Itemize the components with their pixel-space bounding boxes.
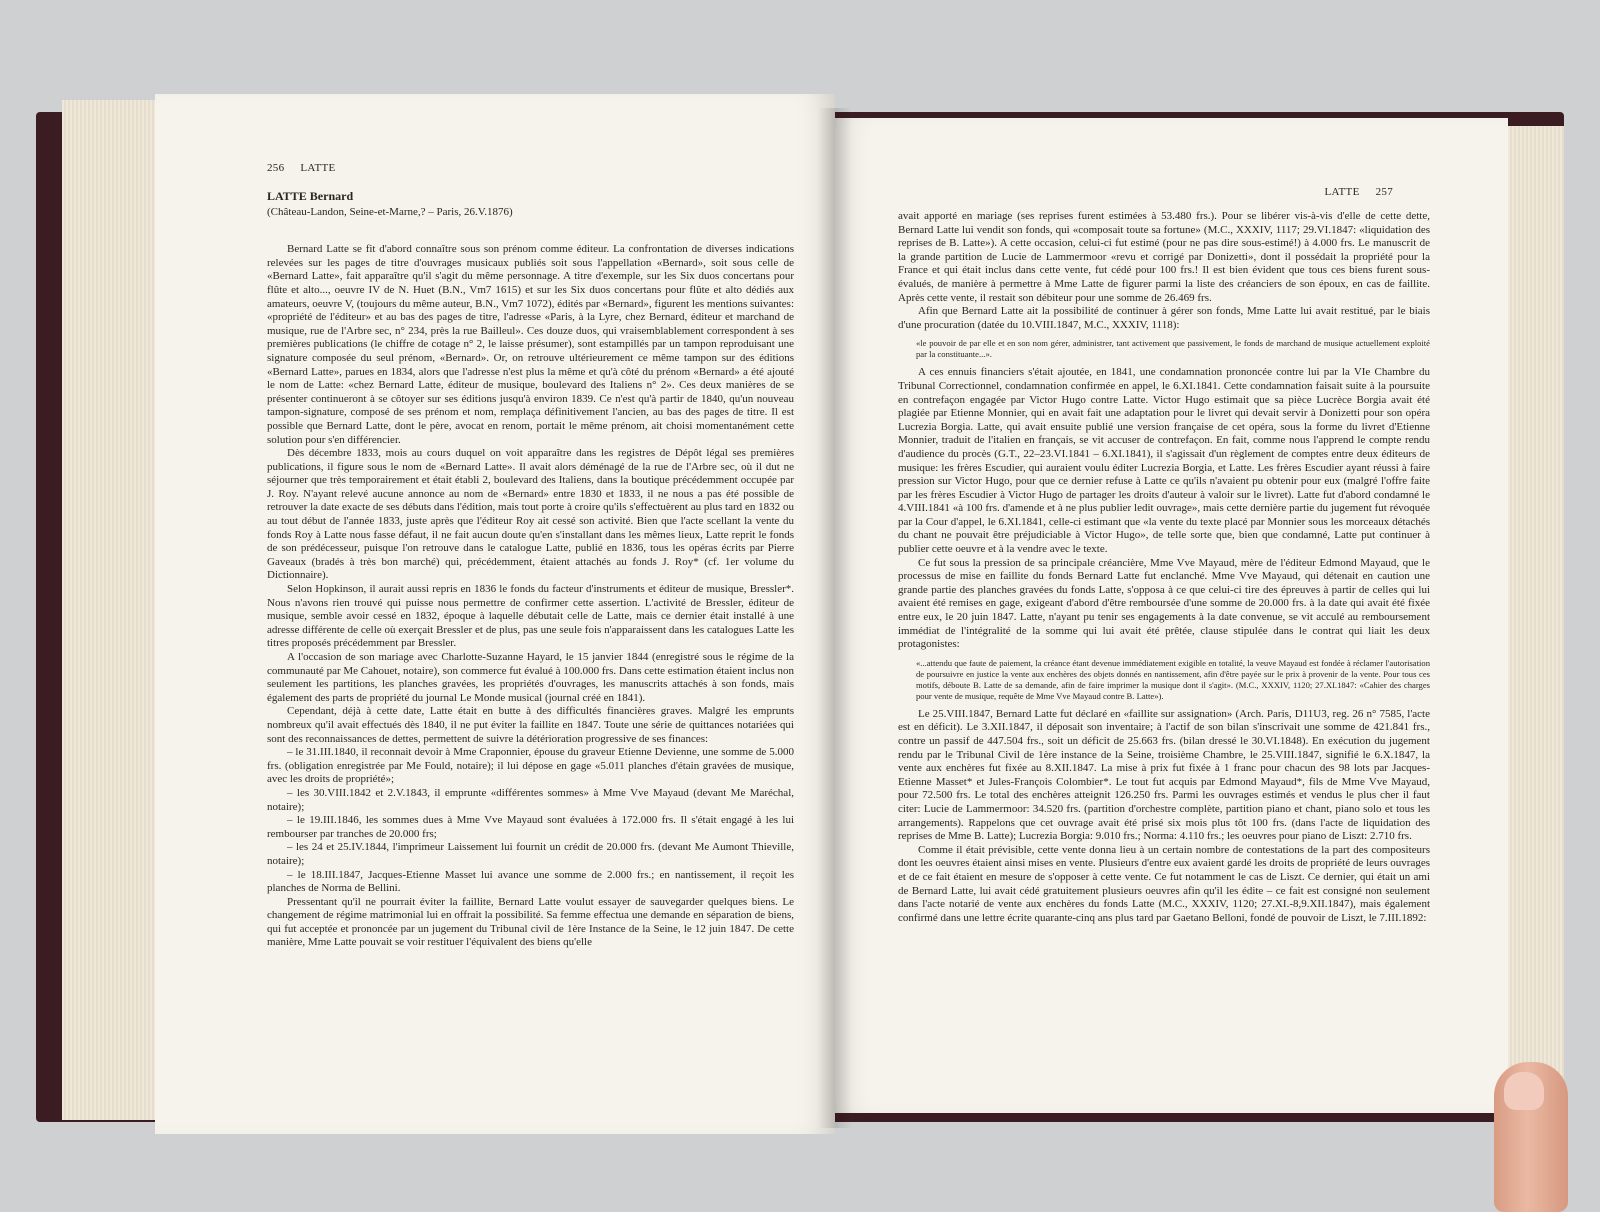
debt-list-item: – le 19.III.1846, les sommes dues à Mme Vve Mayaud sont évaluées à 172.000 frs. Il s'était engagé à les lui rembourser par tranches de 20.000 frs; [267, 814, 794, 840]
paragraph: Le 25.VIII.1847, Bernard Latte fut déclaré en «faillite sur assignation» (Arch. Paris, D11U3, reg. 26 n° 7585, l'acte est en déficit). Le 3.XII.1847, il déposait son inventaire; à l'actif de son bilan s'inscrivait une somme de 421.841 frs., contre un passif de 447.504 frs., soit un déficit de 25.663 frs. (bilan dressé le 30.VI.1848). En exécution du jugement rendu par le Tribunal Civil de 1ère instance de la Seine, troisième Chambre, le 25.VIII.1847, signifié le 6.X.1847, la vente aux enchères fut fixée au 8.XII.1847. La mise à prix fut fixée à 1 franc pour chacun des 98 lots par Jacques-Etienne Masset* et Jules-François Colombier*. Le tout fut acquis par Edmond Mayaud*, fils de Mme Vve Mayaud, pour 72.500 frs. Le total des enchères atteignit 126.250 frs. Parmi les ouvrages estimés et vendus le plus cher il faut citer: Lucie de Lammermoor: 34.520 frs. (partition d'orchestre complète, partition piano et chant, piano solo et tous les arrangements). Rappelons que cet ouvrage avait été prisé six mois plus tôt 100 frs. (dans l'acte de liquidation des reprises de Mme B. Latte); Lucrezia Borgia: 9.010 frs.; Norma: 4.110 frs.; les oeuvres pour piano de Liszt: 2.710 frs. [898, 707, 1430, 843]
paragraph: Bernard Latte se fit d'abord connaître sous son prénom comme éditeur. La confrontation de diverses indications relevées sur les pages de titre d'ouvrages musicaux publiés soit sous l'appellation «Bernard», soit sous celle de «Bernard Latte», fait apparaître qu'il s'agit du même personnage. A titre d'exemple, sur les Six duos concertans pour flûte et alto..., oeuvre IV de N. Huet (B.N., Vm7 1615) et sur les Six duos concertans pour flûte et alto dédiés aux amateurs, oeuvre V, (toujours du même auteur, B.N., Vm7 1072), édités par «Bernard», figurent les mentions suivantes: «propriété de l'éditeur» et au bas des pages de titre, l'adresse «Paris, à la Lyre, chez Bernard, éditeur et marchand de musique, rue de l'Arbre sec, n° 234, près la rue Bailleul». Ces douze duos, qui vraisemblablement correspondent à ses premières publications (le chiffre de cotage n° 2, le laisse présumer), sont estampillés par un tampon reproduisant une signature composée du seul prénom, «Bernard». Or, on retrouve ultérieurement ce même tampon sur des éditions «Bernard Latte», parues en 1834, alors que l'adresse n'est plus la même et qu'à côté du prénom «Bernard» a été ajouté le nom de Latte: «chez Bernard Latte, éditeur de musique, boulevard des Italiens n° 2». Ces deux manières de se présenter continueront à se côtoyer sur ses éditions jusqu'à environ 1839. Ce n'est qu'à partir de 1840, qu'un nouveau tampon-signature, composé de ses prénom et nom, remplaça définitivement l'ancien, au bas des pages de titre. Il est possible que Bernard Latte, dont le père, avocat en renom, portait le même prénom, ait choisi momentanément cette solution pour s'en différencier. [267, 243, 794, 446]
paragraph: A ces ennuis financiers s'était ajoutée, en 1841, une condamnation prononcée contre lui par la VIe Chambre du Tribunal Correctionnel, condamnation confirmée en appel, le 6.XI.1841. Cette condamnation faisait suite à la poursuite en contrefaçon engagée par Victor Hugo contre Latte. Victor Hugo estimait que sa pièce Lucrèce Borgia avait été plagiée par Etienne Monnier, qui en avait fait une adaptation pour le livret qui devait servir à Donizetti pour son opéra Lucrezia Borgia. Latte, qui avait ensuite publié une version française de cet opéra, sous la forme du livret d'Etienne Monnier, traduit de l'italien en français, se vit accuser de contrefaçon. En fait, comme nous l'apprend le compte rendu d'audience du procès (G.T., 22–23.VI.1841 – 6.XI.1841), il s'agissait d'un règlement de comptes entre deux éditeurs de musique: les frères Escudier, qui auraient voulu éditer Lucrezia Borgia, et Latte. Les frères Escudier ayant réussi à faire pression sur Victor Hugo, pour que ce dernier refuse à Latte ce qu'ils n'avaient pu obtenir pour eux (malgré l'offre faite par les frères Escudier à Victor Hugo de partager les droits d'auteur à valoir sur le livret). Latte fut d'abord condamné le 4.VIII.1841 «à 100 frs. d'amende et à ne plus publier ledit ouvrage», mais cette dernière partie du jugement fut révoquée par la Cour d'appel, le 6.XI.1841, celle-ci estimant que «la vente du texte placé par Monnier sous les morceaux détachés du chant ne pouvait être préjudiciable à Victor Hugo», de telle sorte que, bien que condamné, Latte put continuer à publier cette oeuvre et à la vendre avec le texte. [898, 366, 1430, 556]
paragraph: Afin que Bernard Latte ait la possibilité de continuer à gérer son fonds, Mme Latte lui avait restitué, par le biais d'une procuration (datée du 10.VIII.1847, M.C., XXXIV, 1118): [898, 305, 1430, 331]
right-running-head [1324, 186, 1393, 198]
paragraph: Ce fut sous la pression de sa principale créancière, Mme Vve Mayaud, mère de l'éditeur Edmond Mayaud, que le processus de mise en faillite du fonds Bernard Latte fut enclanché. Mme Vve Mayaud, qui détenait en caution une grande partie des planches gravées du fonds Latte, s'opposa à ce que celui-ci tire des épreuves à partir de celles qui lui avaient été remises en gage, exigeant d'abord d'être remboursée d'une somme de 20.000 frs. à la date qui avait été fixée entre eux, le 20 juin 1847. Latte, n'ayant pu tenir ses engagements à la date convenue, se vit acculé au remboursement immédiat de l'intégralité de la somme qui lui avait été prêtée, clause stipulée dans le contrat qui liait les deux protagonistes: [898, 556, 1430, 651]
debt-list-item: – le 31.III.1840, il reconnait devoir à Mme Craponnier, épouse du graveur Etienne Devienne, une somme de 5.000 frs. (obligation enregistrée par Me Fould, notaire); il lui dépose en gage «5.011 planches d'étain gravées de musique, avec les droits de propriété»; [267, 746, 794, 786]
debt-list-item: – le 18.III.1847, Jacques-Etienne Masset lui avance une somme de 2.000 frs.; en nantissement, il reçoit les planches de Norma de Bellini. [267, 868, 794, 895]
right-running-title: LATTE [1324, 186, 1360, 198]
paragraph: Selon Hopkinson, il aurait aussi repris en 1836 le fonds du facteur d'instruments et éditeur de musique, Bressler*. Nous n'avons rien trouvé qui puisse nous permettre de confirmer cette assertion. L'activité de Bressler, éditeur de musique, semble avoir cessé en 1832, époque à laquelle débutait celle de Latte, mais ce dernier était installé à une adresse différente de celle où exerçait Bressler et de plus, pas une seule fois n'apparaissent dans les catalogues Latte les titres proposés précédemment par Bressler. [267, 583, 794, 650]
paragraph: Pressentant qu'il ne pourrait éviter la faillite, Bernard Latte voulut essayer de sauvegarder quelques biens. Le changement de régime matrimonial lui en offrait la possibilité. Sa femme effectua une demande en séparation de biens, qui fut acceptée et prononcée par un jugement du Tribunal civil de 1ère Instance de la Seine, le 12 juin 1847. De cette manière, Mme Latte pouvait se voir restituer l'équivalent des biens qu'elle [267, 895, 794, 949]
right-page-edges [1500, 126, 1564, 1116]
block-quote: «le pouvoir de par elle et en son nom gérer, administrer, tant activement que passivement, le fonds de marchand de musique actuellement exploité par la constituante...». [916, 338, 1430, 360]
left-running-head [267, 162, 336, 174]
left-page [155, 94, 835, 1134]
right-text-block [898, 210, 1430, 925]
right-page-number: 257 [1375, 186, 1393, 198]
left-text-block [267, 190, 794, 950]
paragraph: A l'occasion de son mariage avec Charlotte-Suzanne Hayard, le 15 janvier 1844 (enregistré sous le régime de la communauté par Me Cahouet, notaire), son commerce fut évalué à 100.000 frs. Dans cette estimation étaient inclus non seulement les partitions, les planches gravées, les propriétés d'ouvrages, les manuscrits attachés à son fonds, mais également des parts de propriété du journal Le Monde musical (journal créé en 1841). [267, 651, 794, 704]
fingernail [1504, 1072, 1544, 1110]
left-page-number: 256 [267, 162, 285, 174]
left-running-title: LATTE [300, 162, 336, 174]
paragraph: avait apporté en mariage (ses reprises furent estimées à 53.480 frs.). Pour se libérer vis-à-vis d'elle de cette dette, Bernard Latte lui vendit son fonds, qui «composait toute sa fortune» (M.C., XXXIV, 1117; 29.VI.1847: «liquidation des reprises de B. Latte»). A cette occasion, celui-ci fut estimé (pour ne pas dire sous-estimé!) à 4.000 frs. Le manuscrit de la grande partition de Lucie de Lammermoor «revu et corrigé par Donizetti», dont il possédait la propriété pour la France et qui était inclus dans cette vente, fut cédé pour 100 frs.! Il est bien évident que tous ces biens furent sous-évalués, de manière à permettre à Mme Latte de figurer parmi la liste des créanciers de son époux, en cas de faillite. Après cette vente, il restait son débiteur pour une somme de 26.469 frs. [898, 210, 1430, 304]
entry-title: LATTE Bernard [267, 189, 354, 203]
book-gutter-shadow [818, 108, 852, 1128]
paragraph: Dès décembre 1833, mois au cours duquel on voit apparaître dans les registres de Dépôt légal ses premières publications, il figure sous le nom de «Bernard Latte». Il avait alors déménagé de la rue de l'Arbre sec, où il dut ne séjourner que très temporairement et était établi 2, boulevard des Italiens, dans la boutique précédemment occupée par J. Roy. N'ayant relevé aucune annonce au nom de «Bernard» entre 1830 et 1833, il ne nous a pas été possible de retrouver la date exacte de ses débuts dans l'édition, mais tout porte à croire qu'ils s'effectuèrent au plus tard en 1832 ou au tout début de l'année 1833, juste après que l'éditeur Roy ait cessé son activité. Bien que l'acte scellant la vente du fonds Roy à Latte nous fasse défaut, il ne fait aucun doute qu'en s'installant dans les mêmes lieux, Latte reprit le fonds de son prédécesseur, puisque l'on retrouve dans le catalogue Latte, publié en 1836, tous les opéras écrits par Pierre Gaveaux (bradés à très bon marché) qui, précédemment, étaient attachés au fonds J. Roy* (cf. 1er volume du Dictionnaire). [267, 447, 794, 582]
paragraph: Cependant, déjà à cette date, Latte était en butte à des difficultés financières graves. Malgré les emprunts nombreux qu'il avait effectués dès 1840, il ne put éviter la faillite en 1847. Toute une série de quittances notariées qui sont des reconnaissances de dettes, permettent de suivre la détérioration progressive de ses finances: [267, 705, 794, 745]
entry-subtitle: (Château-Landon, Seine-et-Marne,? – Paris, 26.V.1876) [267, 205, 513, 218]
paragraph: Comme il était prévisible, cette vente donna lieu à un certain nombre de contestations de la part des compositeurs dont les oeuvres étaient ainsi mises en vente. Plusieurs d'entre eux avaient gardé les droits de propriété de leurs ouvrages et de ce fait étaient en mesure de s'opposer à cette vente. Ce fut notamment le cas de Liszt. Ce dernier, qui était un ami de Bernard Latte, lui avait cédé gratuitement plusieurs oeuvres afin qu'il les édite – ce fait est consigné non seulement dans l'acte notarié de vente aux enchères du fonds Latte (M.C., XXXIV, 1120; 27.XI.-8,9.XII.1847), mais également confirmé dans une lettre écrite quarante-cinq ans plus tard par Gaetano Belloni, fondé de pouvoir de Liszt, le 7.III.1892: [898, 843, 1430, 924]
debt-list-item: – les 24 et 25.IV.1844, l'imprimeur Laissement lui fournit un crédit de 20.000 frs. (devant Me Aumont Thieville, notaire); [267, 841, 794, 867]
block-quote: «...attendu que faute de paiement, la créance étant devenue immédiatement exigible en totalité, la veuve Mayaud est fondée à réclamer l'autorisation de poursuivre en justice la vente aux enchères des objets donnés en nantissement, afin d'être payée sur le prix à provenir de la vente. Pour tous ces motifs, déboute B. Latte de sa demande, afin de faire imprimer la musique dont il s'agit». (M.C., XXXIV, 1120; 27.XI.1847: «Cahier des charges pour vente de musique, requête de Mme Vve Mayaud contre B. Latte»). [916, 657, 1430, 701]
debt-list-item: – les 30.VIII.1842 et 2.V.1843, il emprunte «différentes sommes» à Mme Vve Mayaud (devant Me Maréchal, notaire); [267, 786, 794, 813]
right-page [834, 118, 1508, 1113]
